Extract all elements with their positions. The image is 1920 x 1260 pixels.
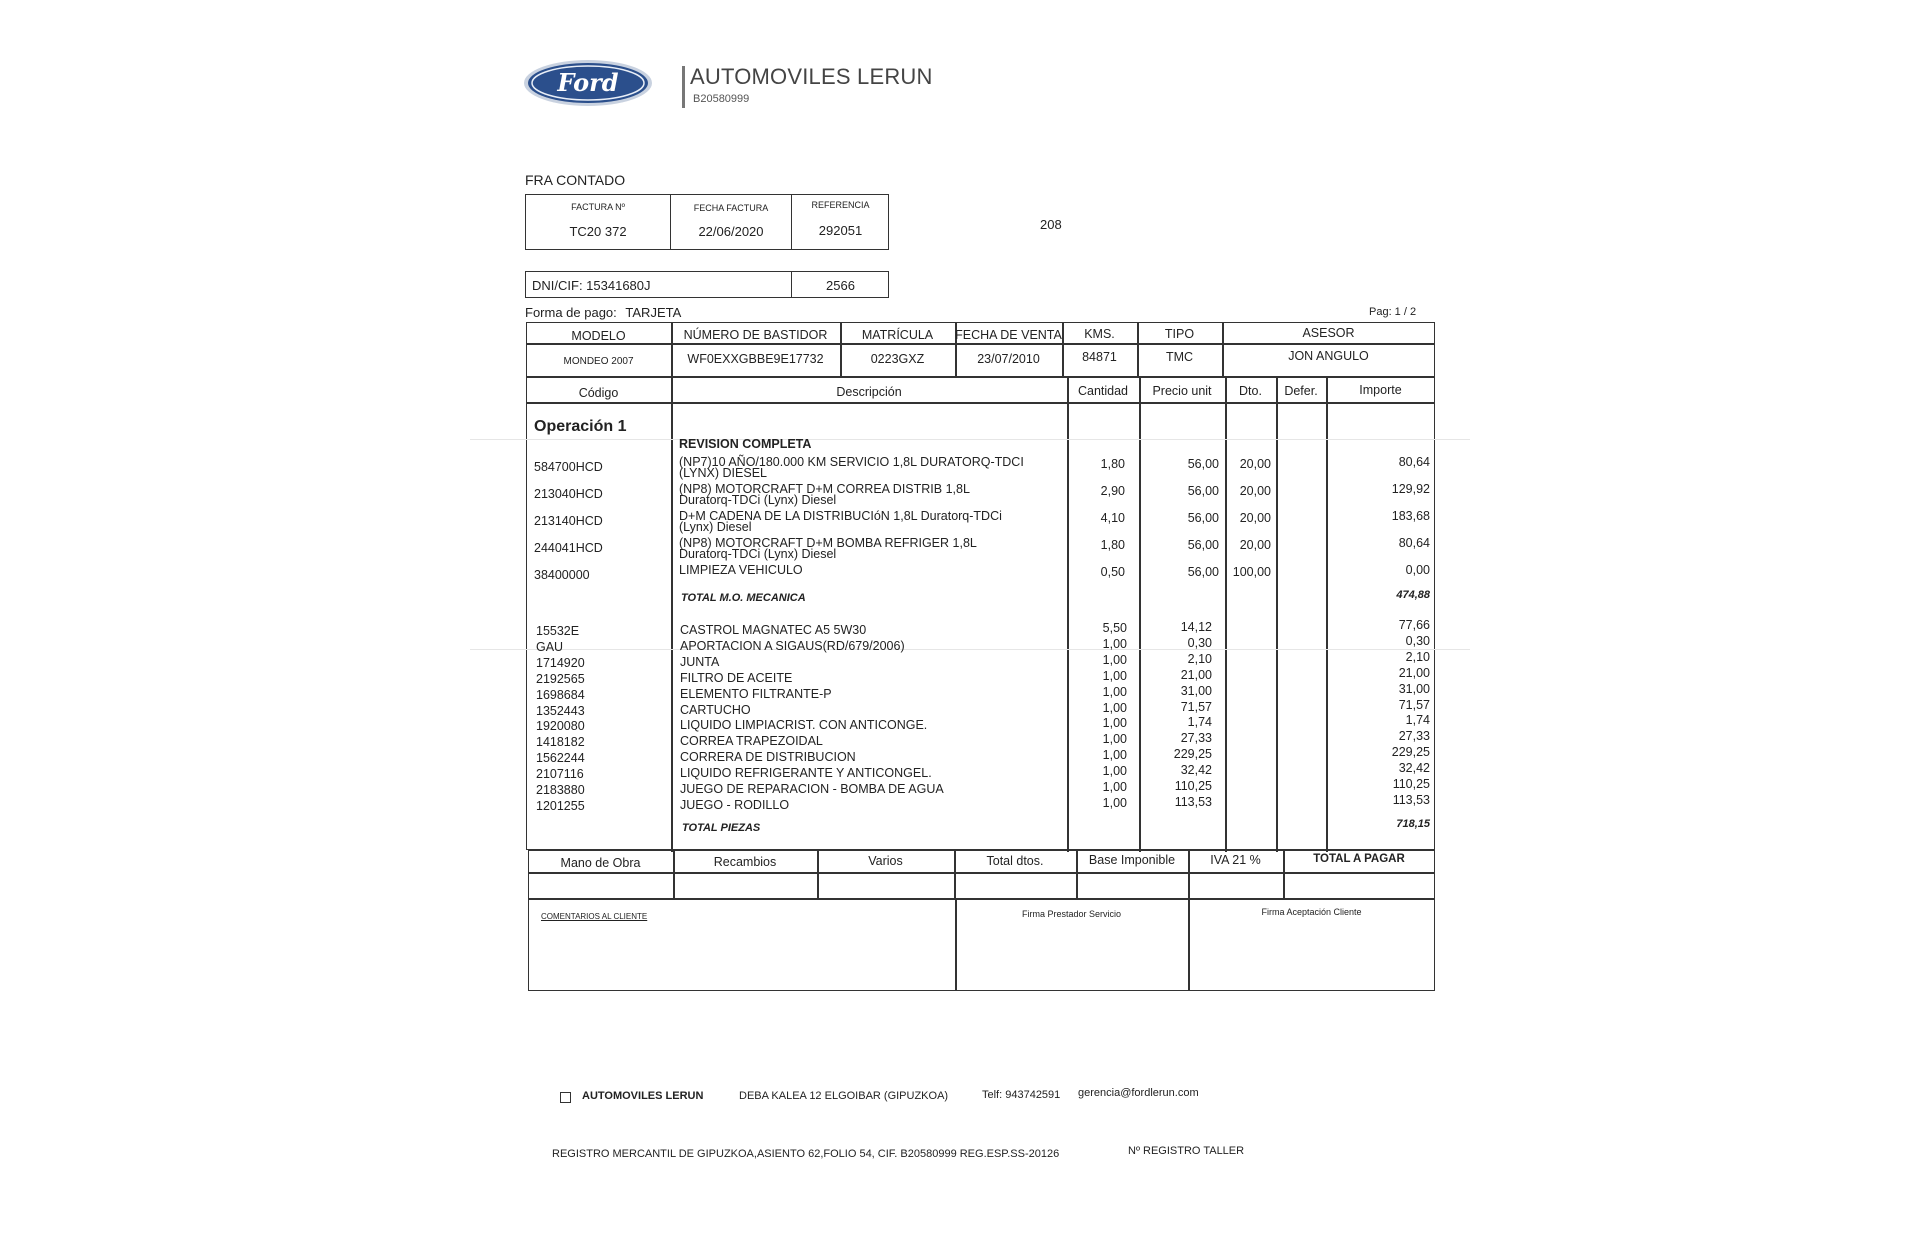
part-line-amount: 27,33 xyxy=(1398,729,1430,743)
part-line-unit-price: 27,33 xyxy=(1180,731,1212,745)
part-line-amount: 0,30 xyxy=(1405,634,1430,648)
dni-value: DNI/CIF: 15341680J xyxy=(532,278,651,293)
chassis-value: WF0EXXGBBE9E17732 xyxy=(687,352,824,366)
labor-total-label: TOTAL M.O. MECANICA xyxy=(681,592,806,604)
operation-title: Operación 1 xyxy=(534,418,627,435)
type-label: TIPO xyxy=(1164,327,1195,341)
part-line-description: JUEGO - RODILLO xyxy=(680,798,790,812)
labor-line-code: 244041HCD xyxy=(534,541,603,555)
labor-line-quantity: 1,80 xyxy=(1100,538,1125,552)
part-line-unit-price: 1,74 xyxy=(1187,715,1212,729)
labor-line-code: 38400000 xyxy=(534,568,590,582)
labor-line-unit-price: 56,00 xyxy=(1187,565,1219,579)
invoice-number-label: FACTURA Nº xyxy=(571,202,625,212)
plate-label: MATRÍCULA xyxy=(861,328,934,342)
labor-line-amount: 183,68 xyxy=(1391,509,1430,523)
provider-signature-label: Firma Prestador Servicio xyxy=(1021,909,1122,919)
part-line-unit-price: 2,10 xyxy=(1187,652,1212,666)
part-line-unit-price: 110,25 xyxy=(1174,779,1212,793)
chassis-label: NÚMERO DE BASTIDOR xyxy=(683,328,828,342)
part-line-code: 1352443 xyxy=(536,704,585,718)
labor-total-amount: 474,88 xyxy=(1396,589,1430,601)
column-header-divider xyxy=(526,402,1435,404)
part-line-quantity: 1,00 xyxy=(1102,637,1127,651)
summary-labor: Mano de Obra xyxy=(560,856,641,870)
column-code: Código xyxy=(578,386,619,400)
part-line-code: 1714920 xyxy=(536,656,585,670)
part-line-amount: 71,57 xyxy=(1398,698,1430,712)
part-line-unit-price: 31,00 xyxy=(1180,684,1212,698)
column-deferred: Defer. xyxy=(1284,384,1318,398)
part-line-quantity: 5,50 xyxy=(1102,621,1127,635)
labor-line-quantity: 1,80 xyxy=(1100,457,1125,471)
advisor-value: JON ANGULO xyxy=(1288,349,1369,363)
labor-line-quantity: 4,10 xyxy=(1100,511,1125,525)
labor-line-description-cont: Duratorq-TDCi (Lynx) Diesel xyxy=(679,547,837,561)
vline-price xyxy=(1225,376,1227,852)
summary-parts: Recambios xyxy=(713,855,777,869)
labor-line-code: 213040HCD xyxy=(534,487,603,501)
part-line-quantity: 1,00 xyxy=(1102,764,1127,778)
plate-value: 0223GXZ xyxy=(870,352,925,366)
invoice-number-cell xyxy=(526,195,671,249)
reference-cell xyxy=(792,195,889,249)
part-line-amount: 1,74 xyxy=(1405,713,1430,727)
labor-line-unit-price: 56,00 xyxy=(1187,538,1219,552)
parts-total-label: TOTAL PIEZAS xyxy=(682,822,761,834)
part-line-description: LIQUIDO LIMPIACRIST. CON ANTICONGE. xyxy=(680,718,928,732)
labor-line-unit-price: 56,00 xyxy=(1187,457,1219,471)
part-line-unit-price: 71,57 xyxy=(1180,700,1212,714)
part-line-description: JUNTA xyxy=(680,655,720,669)
page-number: Pag: 1 / 2 xyxy=(1369,306,1417,318)
scan-line xyxy=(470,649,1470,650)
part-line-amount: 2,10 xyxy=(1405,650,1430,664)
part-line-code: 1698684 xyxy=(536,688,585,702)
part-line-description: FILTRO DE ACEITE xyxy=(680,671,793,685)
labor-line-description-cont: (LYNX) DIESEL xyxy=(679,466,767,480)
client-signature-label: Firma Aceptación Cliente xyxy=(1261,907,1362,917)
scan-line xyxy=(470,439,1470,440)
company-cif: B20580999 xyxy=(693,93,750,105)
labor-line-description: (NP7)10 AÑO/180.000 KM SERVICIO 1,8L DURATORQ-TDCI xyxy=(679,455,1024,469)
labor-line-unit-price: 56,00 xyxy=(1187,484,1219,498)
part-line-quantity: 1,00 xyxy=(1102,685,1127,699)
summary-divider xyxy=(528,872,1435,874)
part-line-code: 2192565 xyxy=(536,672,585,686)
part-line-description: CASTROL MAGNATEC A5 5W30 xyxy=(680,623,867,637)
column-amount: Importe xyxy=(1359,383,1402,397)
labor-line-amount: 0,00 xyxy=(1405,563,1430,577)
summary-tax-base: Base Imponible xyxy=(1088,853,1176,867)
labor-line-description: D+M CADENA DE LA DISTRIBUCIóN 1,8L Duratorq-TDCi xyxy=(679,509,1002,523)
labor-line-description-cont: (Lynx) Diesel xyxy=(679,520,752,534)
operation-subtitle: REVISION COMPLETA xyxy=(679,437,812,451)
part-line-code: 1418182 xyxy=(536,735,585,749)
vline-code xyxy=(671,376,673,852)
part-line-description: CORREA TRAPEZOIDAL xyxy=(680,734,823,748)
labor-line-discount: 20,00 xyxy=(1239,457,1271,471)
part-line-quantity: 1,00 xyxy=(1102,796,1127,810)
labor-line-amount: 80,64 xyxy=(1398,536,1430,550)
ford-logo xyxy=(522,58,654,108)
part-line-code: 1562244 xyxy=(536,751,585,765)
part-line-amount: 32,42 xyxy=(1398,761,1430,775)
summary-various: Varios xyxy=(868,854,903,868)
part-line-amount: 77,66 xyxy=(1398,618,1430,632)
payment-label: Forma de pago: xyxy=(525,305,617,320)
invoice-date-cell xyxy=(671,195,792,249)
dni-cell xyxy=(526,272,792,297)
column-quantity: Cantidad xyxy=(1077,384,1129,398)
part-line-unit-price: 32,42 xyxy=(1180,763,1212,777)
part-line-code: GAU xyxy=(536,640,564,654)
part-line-quantity: 1,00 xyxy=(1102,748,1127,762)
part-line-code: 15532E xyxy=(536,624,580,638)
part-line-amount: 229,25 xyxy=(1391,745,1430,759)
model-label: MODELO xyxy=(571,329,626,343)
part-line-description: LIQUIDO REFRIGERANTE Y ANTICONGEL. xyxy=(680,766,932,780)
part-line-code: 2107116 xyxy=(536,767,584,781)
column-discount: Dto. xyxy=(1239,384,1262,398)
dni-box xyxy=(525,271,889,298)
column-description: Descripción xyxy=(836,385,902,399)
side-number: 208 xyxy=(1040,217,1062,232)
part-line-quantity: 1,00 xyxy=(1102,716,1127,730)
vline-defer xyxy=(1326,376,1328,852)
part-line-quantity: 1,00 xyxy=(1102,732,1127,746)
labor-line-quantity: 0,50 xyxy=(1100,565,1125,579)
column-unit-price: Precio unit xyxy=(1152,384,1212,398)
part-line-description: CARTUCHO xyxy=(680,703,751,717)
labor-line-discount: 20,00 xyxy=(1239,511,1271,525)
summary-total-to-pay: TOTAL A PAGAR xyxy=(1313,853,1405,865)
part-line-code: 2183880 xyxy=(536,783,585,797)
part-line-quantity: 1,00 xyxy=(1102,669,1127,683)
labor-line-discount: 100,00 xyxy=(1232,565,1271,579)
labor-line-amount: 80,64 xyxy=(1398,455,1430,469)
invoice-number: TC20 372 xyxy=(569,224,627,239)
model-value: MONDEO 2007 xyxy=(563,356,634,367)
footer-email: gerencia@fordlerun.com xyxy=(1078,1087,1199,1099)
part-line-quantity: 1,00 xyxy=(1102,653,1127,667)
part-line-description: JUEGO DE REPARACION - BOMBA DE AGUA xyxy=(680,782,944,796)
footer-workshop-registry: Nº REGISTRO TALLER xyxy=(1128,1145,1245,1157)
footer-checkbox xyxy=(560,1092,571,1103)
part-line-code: 1920080 xyxy=(536,719,585,733)
payment-method xyxy=(525,305,681,320)
footer-phone: Telf: 943742591 xyxy=(982,1089,1061,1101)
vline-dto xyxy=(1276,376,1278,852)
type-value: TMC xyxy=(1165,350,1194,364)
company-name: AUTOMOVILES LERUN xyxy=(690,64,933,89)
part-line-unit-price: 14,12 xyxy=(1180,620,1212,634)
labor-line-discount: 20,00 xyxy=(1239,538,1271,552)
part-line-quantity: 1,00 xyxy=(1102,701,1127,715)
kms-label: KMS. xyxy=(1084,327,1115,341)
part-line-unit-price: 113,53 xyxy=(1174,795,1212,809)
labor-line-discount: 20,00 xyxy=(1239,484,1271,498)
kms-value: 84871 xyxy=(1082,350,1117,364)
reference-label: REFERENCIA xyxy=(811,200,870,210)
sale-date-label: FECHA DE VENTA xyxy=(955,328,1062,342)
labor-line-quantity: 2,90 xyxy=(1100,484,1125,498)
summary-discounts: Total dtos. xyxy=(986,854,1044,868)
labor-line-unit-price: 56,00 xyxy=(1187,511,1219,525)
summary-vat: IVA 21 % xyxy=(1210,853,1261,867)
invoice-type: FRA CONTADO xyxy=(525,172,626,188)
part-line-amount: 113,53 xyxy=(1392,793,1430,807)
footer-company: AUTOMOVILES LERUN xyxy=(582,1090,704,1102)
part-line-description: CORRERA DE DISTRIBUCION xyxy=(680,750,856,764)
invoice-box xyxy=(525,194,889,250)
labor-line-description-cont: Duratorq-TDCi (Lynx) Diesel xyxy=(679,493,837,507)
part-line-description: ELEMENTO FILTRANTE-P xyxy=(680,687,832,701)
parts-total-amount: 718,15 xyxy=(1396,818,1430,830)
header-divider xyxy=(682,66,685,108)
payment-value: TARJETA xyxy=(625,305,682,320)
advisor-label: ASESOR xyxy=(1302,326,1355,340)
invoice-date-label: FECHA FACTURA xyxy=(693,203,769,213)
part-line-unit-price: 0,30 xyxy=(1187,636,1212,650)
sale-date-value: 23/07/2010 xyxy=(977,352,1040,366)
ford-logo-text: Ford xyxy=(557,68,619,97)
labor-line-amount: 129,92 xyxy=(1391,482,1430,496)
comments-label: COMENTARIOS AL CLIENTE xyxy=(541,912,648,921)
part-line-quantity: 1,00 xyxy=(1102,780,1127,794)
part-line-code: 1201255 xyxy=(536,799,585,813)
footer-address: DEBA KALEA 12 ELGOIBAR (GIPUZKOA) xyxy=(739,1090,949,1102)
vehicle-label-divider xyxy=(526,343,1435,345)
client-number: 2566 xyxy=(826,278,855,293)
client-number-cell xyxy=(792,272,889,297)
invoice-date: 22/06/2020 xyxy=(698,224,764,239)
footer-registry: REGISTRO MERCANTIL DE GIPUZKOA,ASIENTO 62,FOLIO 54, CIF. B20580999 REG.ESP.SS-20126 xyxy=(552,1148,1060,1160)
labor-line-description: (NP8) MOTORCRAFT D+M BOMBA REFRIGER 1,8L xyxy=(679,536,977,550)
labor-line-description: (NP8) MOTORCRAFT D+M CORREA DISTRIB 1,8L xyxy=(679,482,970,496)
part-line-amount: 110,25 xyxy=(1392,777,1430,791)
part-line-amount: 31,00 xyxy=(1398,682,1430,696)
labor-line-code: 213140HCD xyxy=(534,514,603,528)
reference-value: 292051 xyxy=(818,223,863,238)
part-line-unit-price: 21,00 xyxy=(1180,668,1212,682)
part-line-amount: 21,00 xyxy=(1398,666,1430,680)
part-line-description: APORTACION A SIGAUS(RD/679/2006) xyxy=(680,639,905,653)
vehicle-row-divider xyxy=(526,376,1435,378)
part-line-unit-price: 229,25 xyxy=(1173,747,1212,761)
labor-line-code: 584700HCD xyxy=(534,460,603,474)
labor-line-description: LIMPIEZA VEHICULO xyxy=(679,563,803,577)
